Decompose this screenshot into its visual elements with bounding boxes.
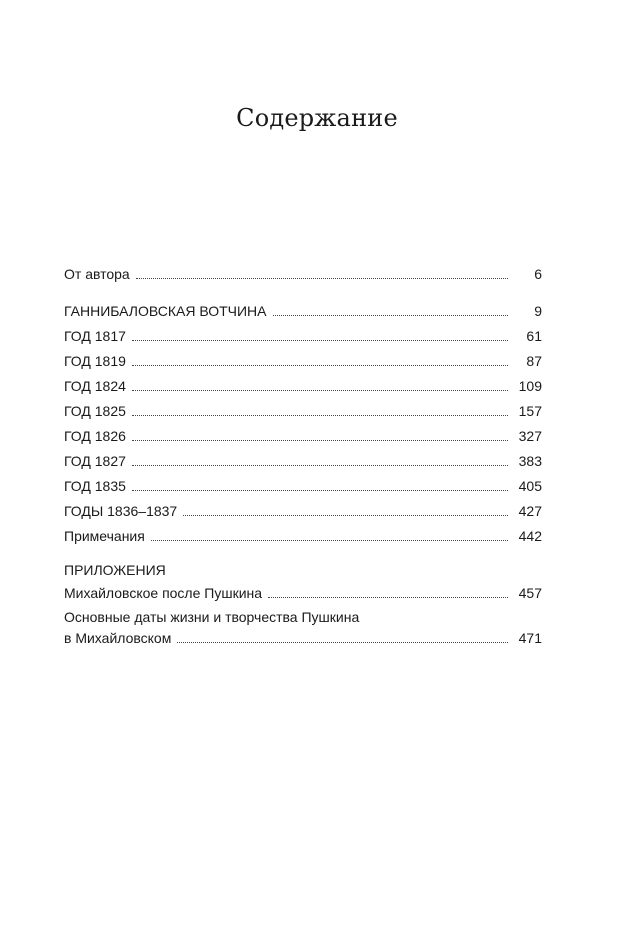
toc-entry-label: ГОДЫ 1836–1837 (64, 503, 178, 519)
toc-entry-page: 61 (526, 328, 542, 344)
toc-entry-page: 109 (518, 378, 542, 394)
toc-entry-page: 442 (518, 528, 542, 544)
toc-entry-page: 427 (518, 503, 542, 519)
toc-entry-notes[interactable] (64, 524, 542, 549)
toc-entry-label: ГОД 1827 (64, 453, 126, 469)
dot-leader (132, 340, 508, 341)
appendix-heading: ПРИЛОЖЕНИЯ (64, 562, 166, 578)
toc-entry-label: ГОД 1824 (64, 378, 126, 394)
dot-leader (268, 597, 508, 598)
dot-leader (273, 315, 508, 316)
toc-entry-chapter[interactable] (64, 499, 542, 524)
toc-entry-label: ГАННИБАЛОВСКАЯ ВОТЧИНА (64, 303, 267, 319)
toc-entry-label-line2: в Михайловском (64, 630, 172, 646)
toc-entry-page: 87 (526, 353, 542, 369)
toc-entry-label-line1: Основные даты жизни и творчества Пушкина (64, 609, 360, 625)
toc-entry-appendix[interactable] (64, 606, 542, 651)
dot-leader (132, 490, 508, 491)
toc-entry-label: От автора (64, 266, 130, 282)
toc-entry-label: Михайловское после Пушкина (64, 585, 263, 601)
toc-entry-page: 9 (534, 303, 542, 319)
toc-entry-preface[interactable] (64, 262, 542, 287)
toc-entry-page: 6 (534, 266, 542, 282)
toc-entry-page: 383 (518, 453, 542, 469)
toc-entry-label: ГОД 1835 (64, 478, 126, 494)
toc-entry-page: 405 (518, 478, 542, 494)
toc-entry-label: ГОД 1826 (64, 428, 126, 444)
toc-entry-label: ГОД 1817 (64, 328, 126, 344)
dot-leader (132, 390, 508, 391)
toc-entry-chapter[interactable] (64, 449, 542, 474)
toc-entry-appendix[interactable] (64, 581, 542, 606)
toc-entry-chapter[interactable] (64, 299, 542, 324)
dot-leader (151, 540, 508, 541)
toc-entry-page: 157 (518, 403, 542, 419)
dot-leader (132, 365, 508, 366)
toc-entry-page: 457 (518, 585, 542, 601)
toc-entry-chapter[interactable] (64, 474, 542, 499)
spacer (64, 549, 542, 559)
dot-leader (132, 440, 508, 441)
spacer (64, 287, 542, 299)
page-title: Содержание (236, 104, 398, 132)
dot-leader (177, 642, 508, 643)
table-of-contents (64, 262, 542, 651)
toc-entry-chapter[interactable] (64, 424, 542, 449)
toc-entry-page: 327 (518, 428, 542, 444)
toc-entry-label: ГОД 1825 (64, 403, 126, 419)
toc-entry-chapter[interactable] (64, 349, 542, 374)
toc-entry-chapter[interactable] (64, 399, 542, 424)
toc-entry-chapter[interactable] (64, 374, 542, 399)
dot-leader (132, 465, 508, 466)
toc-entry-chapter[interactable] (64, 324, 542, 349)
toc-entry-page: 471 (518, 630, 542, 646)
toc-entry-label: ГОД 1819 (64, 353, 126, 369)
toc-entry-label: Примечания (64, 528, 145, 544)
dot-leader (136, 278, 508, 279)
dot-leader (183, 515, 508, 516)
dot-leader (132, 415, 508, 416)
